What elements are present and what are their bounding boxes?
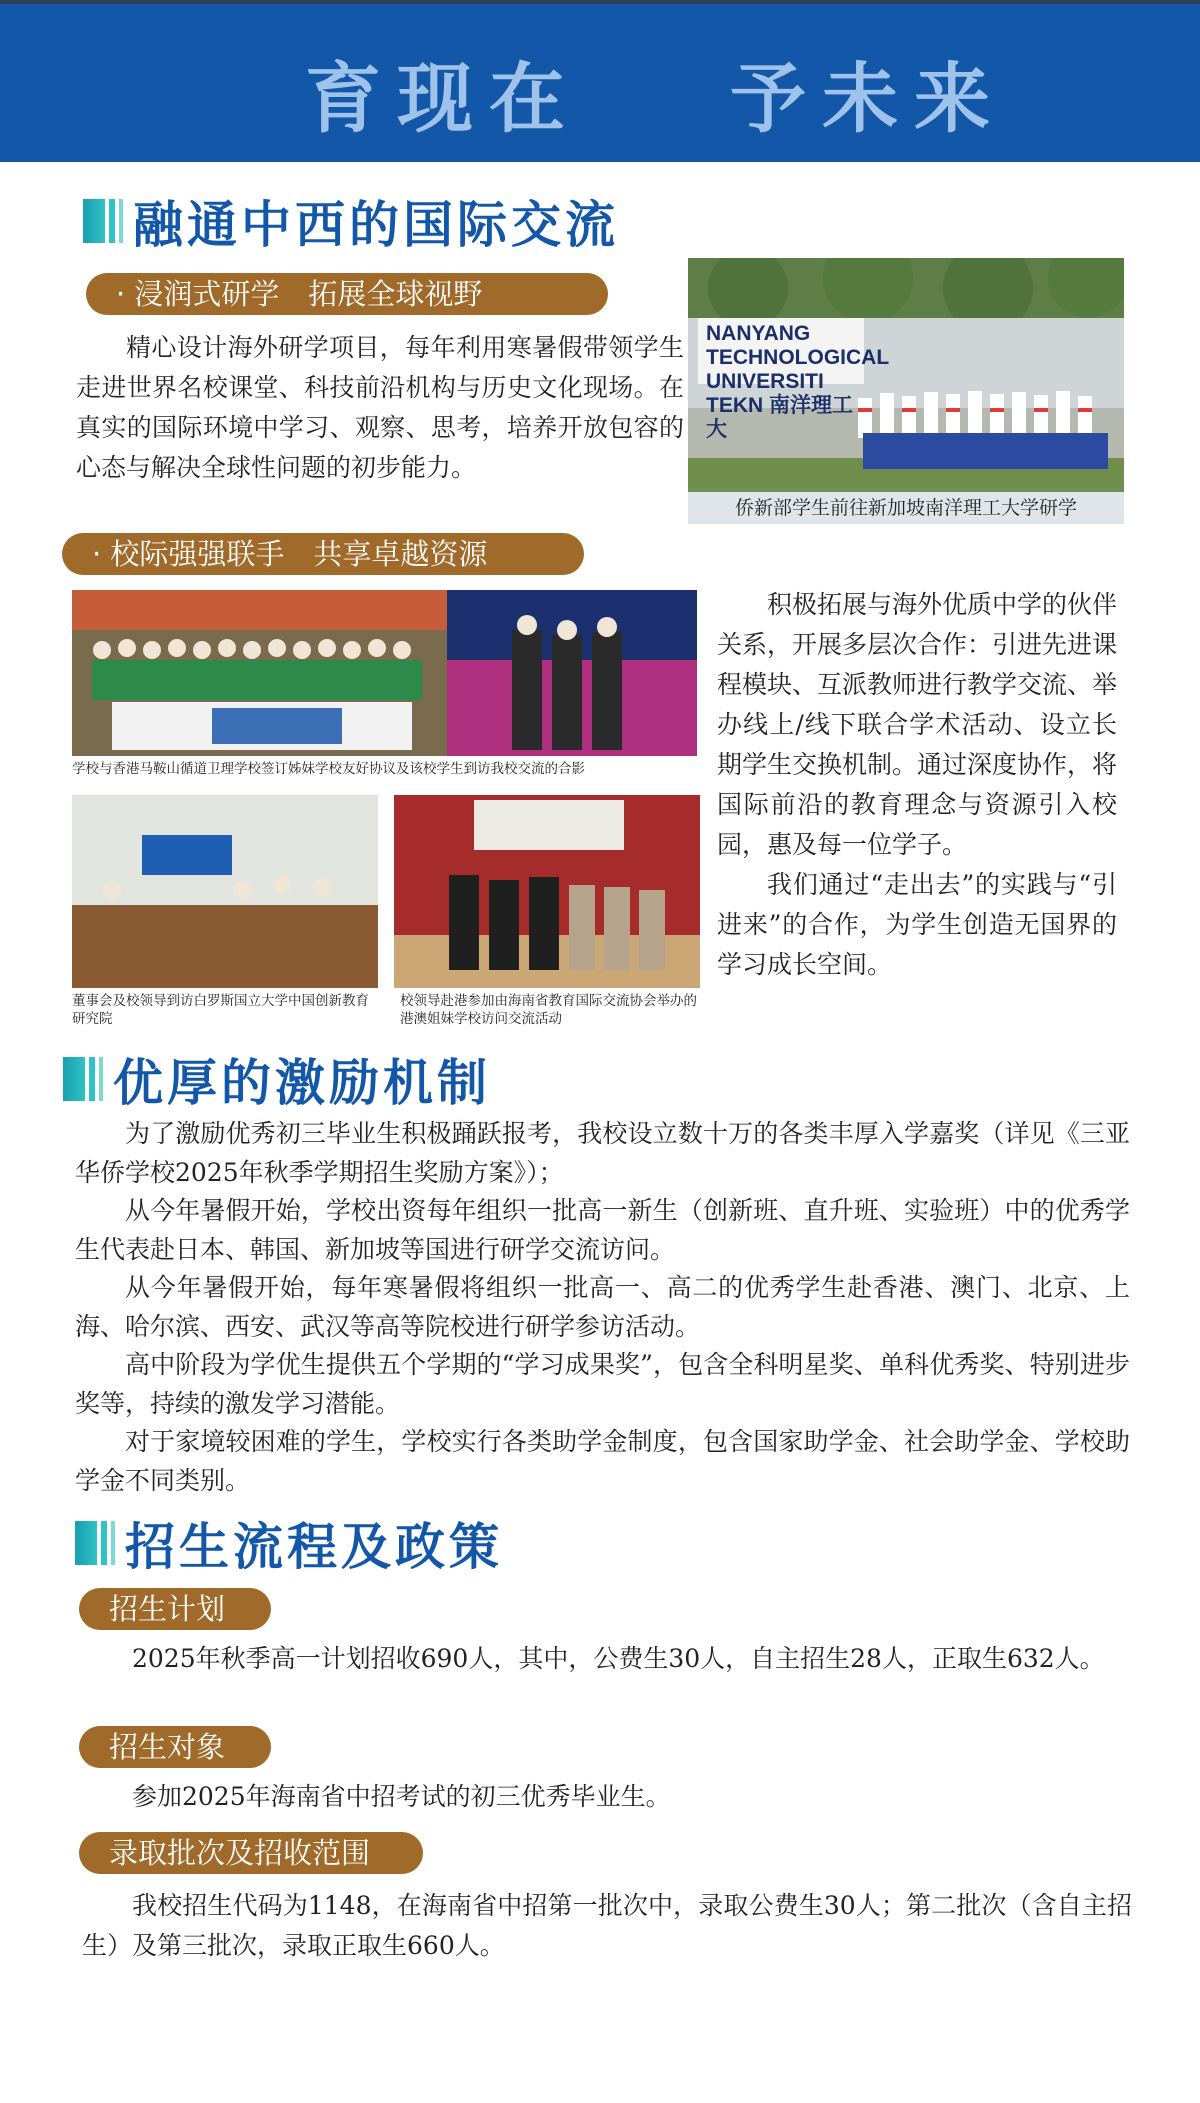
heading-marker [75,1521,115,1565]
paragraph-text: 为了激励优秀初三毕业生积极踊跃报考，我校设立数十万的各类丰厚入学嘉奖（详见《三亚华侨学校2025年秋季学期招生奖励方案》）； [75,1119,1130,1187]
paragraph-text: 精心设计海外研学项目，每年利用寒暑假带领学生走进世界名校课堂、科技前沿机构与历史文化现场。在真实的国际环境中学习、观察、思考，培养开放包容的心态与解决全球性问题的初步能力。 [76,333,684,482]
subheading-pill: 招生计划 [79,1588,271,1630]
paragraph-text: 积极拓展与海外优质中学的伙伴关系，开展多层次合作：引进先进课程模块、互派教师进行教学交流、举办线上/线下联合学术活动、设立长期学生交换机制。通过深度协作，将国际前沿的教育理念与资源引入校园，惠及每一位学子。 [717,590,1118,859]
sister-school-illustration [72,590,697,756]
incentive-paragraphs [75,1115,1130,1500]
paragraph-text: 我校招生代码为1148，在海南省中招第一批次中，录取公费生30人；第二批次（含自主招生）及第三批次，录取正取生660人。 [82,1891,1132,1960]
study-paragraph [76,328,684,488]
banner-slogan-right: 予未来 [730,54,1006,143]
ntu-sign: NANYANG TECHNOLOGICAL UNIVERSITI TEKN 南洋理工大 [698,318,864,384]
belarus-meeting-photo [72,795,378,988]
sister-school-photo [72,590,697,756]
paragraph-text: 对于家境较困难的学生，学校实行各类助学金制度，包含国家助学金、社会助学金、学校助学金不同类别。 [75,1427,1130,1495]
batch-paragraph [82,1886,1132,1966]
paragraph-text: 从今年暑假开始，学校出资每年组织一批高一新生（创新班、直升班、实验班）中的优秀学生代表赴日本、韩国、新加坡等国进行研学交流访问。 [75,1196,1130,1264]
paragraph-text: 2025年秋季高一计划招收690人，其中，公费生30人，自主招生28人，正取生632人。 [132,1644,1105,1673]
photo-caption: 董事会及校领导到访白罗斯国立大学中国创新教育研究院 [72,993,369,1027]
subheading-pill: · 浸润式研学 拓展全球视野 [86,273,608,315]
photo-caption: 学校与香港马鞍山循道卫理学校签订姊妹学校友好协议及该校学生到访我校交流的合影 [72,761,585,777]
section-title: 融通中西的国际交流 [133,196,619,254]
photo-caption: 侨新部学生前往新加坡南洋理工大学研学 [688,492,1124,524]
paragraph-text: 参加2025年海南省中招考试的初三优秀毕业生。 [132,1782,671,1811]
section-title: 优厚的激励机制 [113,1054,491,1112]
heading-marker [83,199,123,243]
section-heading-intl [83,186,619,256]
target-paragraph [82,1777,1132,1817]
partner-paragraph [717,585,1117,985]
subheading-pill: 招生对象 [79,1726,271,1768]
paragraph-text: 高中阶段为学优生提供五个学期的“学习成果奖”，包含全科明星奖、单科优秀奖、特别进步奖等，持续的激发学习潜能。 [75,1350,1130,1418]
subheading-pill: · 校际强强联手 共享卓越资源 [62,533,584,575]
meeting-illustration [72,795,378,988]
section-heading-incentive [63,1044,491,1114]
heading-marker [63,1057,103,1101]
header-banner [0,4,1200,162]
subheading-pill: 录取批次及招收范围 [79,1832,423,1874]
paragraph-text: 我们通过“走出去”的实践与“引进来”的合作，为学生创造无国界的学习成长空间。 [717,870,1117,979]
ntu-photo [688,258,1124,524]
plan-paragraph [82,1639,1132,1679]
section-title: 招生流程及政策 [125,1518,503,1576]
hk-visit-illustration [394,795,700,988]
hk-visit-photo [394,795,700,988]
photo-caption: 校领导赴港参加由海南省教育国际交流协会举办的港澳姐妹学校访问交流活动 [400,993,697,1027]
banner-slogan-left: 育现在 [305,54,581,143]
section-heading-admission [75,1508,503,1578]
paragraph-text: 从今年暑假开始，每年寒暑假将组织一批高一、高二的优秀学生赴香港、澳门、北京、上海、哈尔滨、西安、武汉等高等院校进行研学参访活动。 [75,1273,1130,1341]
